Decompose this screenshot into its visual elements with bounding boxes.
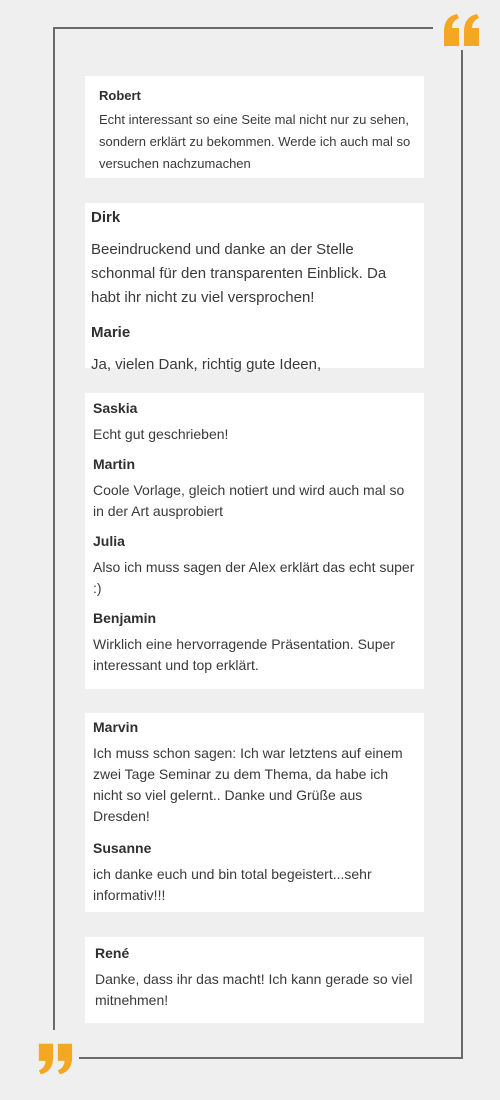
comment-text: Echt gut geschrieben! xyxy=(93,426,229,442)
comment-text: Echt interessant so eine Seite mal nicht nur zu sehen, sondern erklärt zu bekommen. Werde ich auch mal so versuchen nachzumachen xyxy=(99,112,411,171)
comment-text: Ich muss schon sagen: Ich war letztens auf einem zwei Tage Seminar zu dem Thema, da habe ich nicht so viel gelernt.. Danke und Grüße aus Dresden! xyxy=(93,745,403,824)
frame-top-line xyxy=(53,27,433,29)
comment-entry xyxy=(91,324,416,377)
comment-author: Marie xyxy=(91,324,131,341)
comment-card xyxy=(85,76,424,178)
comment-text: Beeindruckend und danke an der Stelle schonmal für den transparenten Einblick. Da habt ihr nicht zu viel versprochen! xyxy=(91,241,387,306)
comment-author: Dirk xyxy=(91,209,121,226)
comment-author: Robert xyxy=(99,88,141,103)
comment-entry xyxy=(91,209,416,310)
comment-text: Danke, dass ihr das macht! Ich kann gerade so viel mitnehmen! xyxy=(95,971,413,1008)
comment-text: Wirklich eine hervorragende Präsentation. Super interessant und top erklärt. xyxy=(93,636,395,673)
frame-left-line xyxy=(53,27,55,1030)
comment-author: Martin xyxy=(93,456,135,472)
comment-author: Julia xyxy=(93,533,125,549)
comment-entry xyxy=(95,946,416,1011)
comment-text: Ja, vielen Dank, richtig gute Ideen, xyxy=(91,356,322,373)
comment-author: Susanne xyxy=(93,840,152,856)
comment-author: Marvin xyxy=(93,719,139,735)
comment-entry xyxy=(93,720,416,827)
comment-text: Also ich muss sagen der Alex erklärt das echt super :) xyxy=(93,559,415,596)
comment-card xyxy=(85,937,424,1023)
comment-entry xyxy=(93,400,416,445)
comment-entry xyxy=(93,533,416,599)
comment-text: Coole Vorlage, gleich notiert und wird auch mal so in der Art ausprobiert xyxy=(93,482,405,519)
quote-close-icon xyxy=(36,1040,74,1078)
comment-author: Benjamin xyxy=(93,610,157,626)
comment-entry xyxy=(93,456,416,522)
quote-open-icon xyxy=(442,10,482,50)
comment-text: ich danke euch und bin total begeistert...sehr informativ!!! xyxy=(93,866,372,903)
comment-card xyxy=(85,203,424,373)
comment-entry xyxy=(93,841,416,906)
frame-bottom-line xyxy=(79,1057,463,1059)
comment-author: René xyxy=(95,945,130,961)
comment-entry xyxy=(99,88,414,175)
comment-author: Saskia xyxy=(93,400,138,416)
frame-right-line xyxy=(461,50,463,1059)
comment-card xyxy=(85,713,424,912)
comment-entry xyxy=(93,610,416,676)
comment-card xyxy=(85,393,424,689)
